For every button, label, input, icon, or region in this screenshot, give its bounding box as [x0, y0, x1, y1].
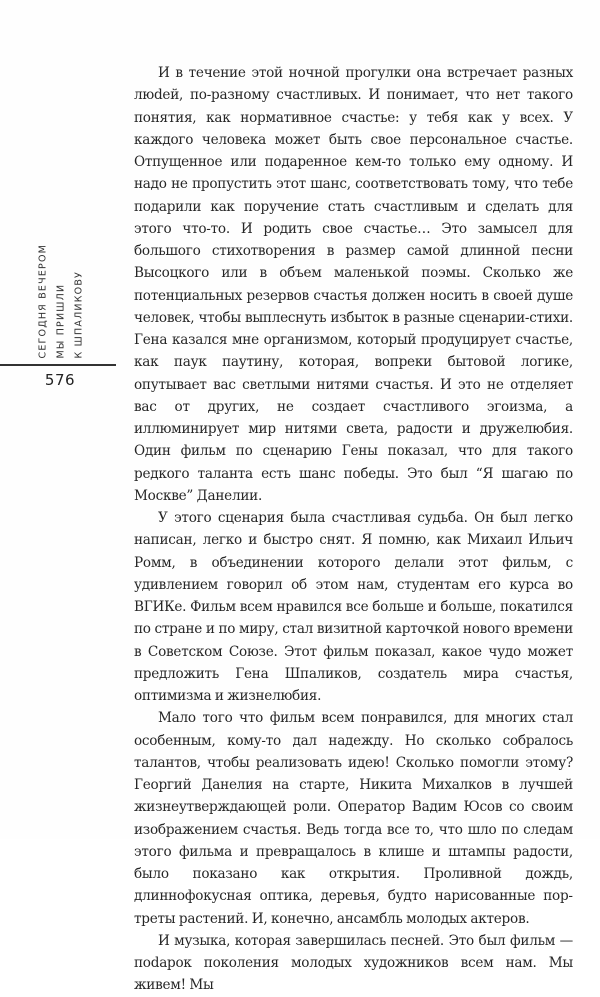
body-text — [134, 62, 573, 997]
paragraph-3: Мало того что фильм всем понравился, для многих стал особенным, кому-то дал надежду. Но сколько собралось талантов, чтобы реализовать идею! Сколько помогли этому? Георгий Данелия на старте, Никита Михалков в лучшей жизнеутверждающей роли. Оператор Вадим Юсов со своим изображением счастья. Ведь тогда все то, что шло по следам этого фильма и превращалось в клише и штампы радости, было показано как открытия. Проливной дождь, длиннофокусная оптика, деревья, будто нарисованные портреты растений. И, конечно, ансамбль молодых актеров. — [134, 710, 573, 927]
running-head-line-1: СЕГОДНЯ ВЕЧЕРОМ — [37, 243, 49, 358]
running-head — [0, 243, 120, 358]
paragraph-4: И музыка, которая завершилась песней. Это был фильм — поdарок поколения молодых художников всем нам. Мы живем! Мы — [134, 932, 573, 994]
running-head-line-3: К ШПАЛИКОВУ — [73, 270, 85, 358]
paragraph-2: У этого сценария была счастливая судьба. Он был легко написан, легко и быстро снят. Я помню, как Михаил Ильич Ромм, в объединении которого делали этот фильм, с удивлением говорил об этом нам, студентам его курса во ВГИКе. Фильм всем нравился все больше и больше, покатился по стране и по миру, стал визитной карточкой нового времени в Советском Союзе. Этот фильм показал, какое чудо может предложить Гена Шпаликов, создатель мира счастья, оптимизма и жизнелюбия. — [134, 510, 573, 704]
page-number: 576 — [44, 371, 76, 389]
running-head-line-2: МЫ ПРИШЛИ — [55, 283, 67, 358]
paragraph-1: И в течение этой ночной прогулки она встречает разных люdей, по-разному счастливых. И понимает, что нет такого понятия, как нормативное счастье: у тебя как у всех. У каждого человека может быть свое персональное счастье. Отпущенное или подаренное кем-то только ему одному. И надо не пропустить этот шанс, соответствовать тому, что тебе подарили как поручение стать счастливым и сделать для этого что-то. И родить свое счастье… Это замысел для большого стихотворения в размер самой длинной песни Высоцкого или в объем маленькой поэмы. Сколько же потенциальных резервов счастья должен носить в своей душе человек, чтобы выплеснуть избыток в разные сценарии-стихи. Гена казался мне организмом, который продуцирует счастье, как паук паутину, которая, вопреки бытовой логике, опутывает вас светлыми нитями счастья. И это не отделяет вас от других, не создает счастливого эгоизма, а иллюминирует мир нитями света, радости и дружелюбия. Один фильм по сценарию Гены показал, что для такого редкого таланта есть шанс победы. Это был “Я шагаю по Москве” Данелии. — [134, 65, 573, 504]
sidebar-divider — [0, 364, 116, 366]
